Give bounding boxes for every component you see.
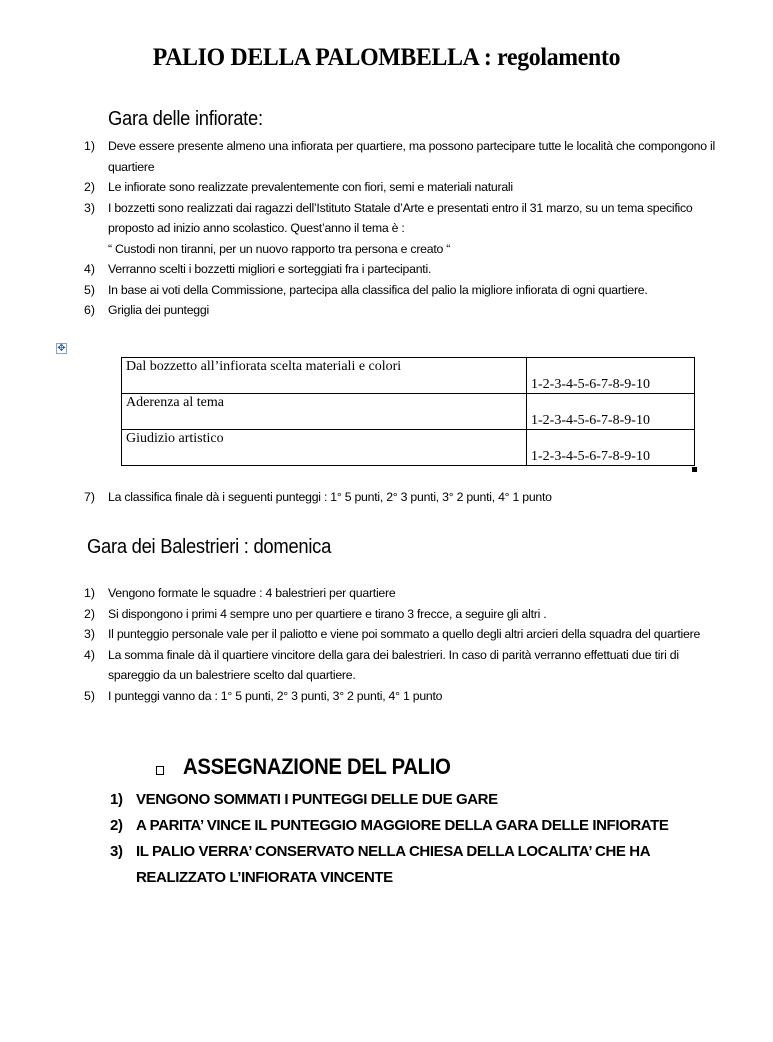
table-move-handle-icon[interactable]: ✥: [57, 343, 66, 354]
item-text: La somma finale dà il quartiere vincitore della gara dei balestrieri. In caso di parità verranno effettuati due tiri di spareggio da un balestriere scelto dal quartiere.: [108, 647, 679, 682]
assegnazione-rules-list: [110, 787, 690, 891]
list-item: [84, 487, 724, 508]
list-item: [84, 686, 724, 707]
infiorate-final-item: [84, 487, 724, 508]
item-text: I bozzetti sono realizzati dai ragazzi dell’Istituto Statale d’Arte e presentati entro il 31 marzo, su un tema specifico proposto ad inizio anno scolastico. Quest’anno il tema è :: [108, 200, 693, 235]
list-item: [84, 300, 724, 321]
item-text: VENGONO SOMMATI I PUNTEGGI DELLE DUE GARE: [136, 791, 498, 808]
criterion-cell: Dal bozzetto all’infiorata scelta materiali e colori: [122, 358, 527, 394]
item-text: A PARITA’ VINCE IL PUNTEGGIO MAGGIORE DELLA GARA DELLE INFIORATE: [136, 817, 669, 834]
section-heading-infiorate: Gara delle infiorate:: [108, 108, 263, 130]
scale-cell: 1-2-3-4-5-6-7-8-9-10: [527, 358, 695, 394]
item-number: 1): [84, 139, 95, 153]
table-row: [122, 430, 695, 466]
section-heading-assegnazione: ASSEGNAZIONE DEL PALIO: [183, 754, 451, 779]
item-number: 5): [84, 282, 95, 297]
list-item: [84, 645, 724, 686]
item-text: Verranno scelti i bozzetti migliori e sorteggiati fra i partecipanti.: [108, 262, 432, 276]
item-number: 6): [84, 303, 95, 317]
list-item: [84, 136, 724, 177]
item-number: 2): [110, 817, 123, 834]
balestrieri-rules-list: [84, 583, 724, 706]
list-item: [110, 787, 690, 813]
item-text: La classifica finale dà i seguenti punteggi : 1° 5 punti, 2° 3 punti, 3° 2 punti, 4° 1 punto: [108, 490, 552, 504]
item-text: In base ai voti della Commissione, partecipa alla classifica del palio la migliore infiorata di ogni quartiere.: [108, 282, 648, 297]
item-text: Griglia dei punteggi: [108, 303, 209, 317]
infiorate-rules-list: [84, 136, 724, 321]
item-number: 1): [110, 791, 123, 808]
item-number: 2): [84, 606, 95, 621]
item-text: Le infiorate sono realizzate prevalentemente con fiori, semi e materiali naturali: [108, 180, 513, 194]
list-item: [84, 280, 724, 301]
item-text: Si dispongono i primi 4 sempre uno per quartiere e tirano 3 frecce, a seguire gli altri .: [108, 606, 547, 621]
scale-cell: 1-2-3-4-5-6-7-8-9-10: [527, 394, 695, 430]
criterion-cell: Giudizio artistico: [122, 430, 527, 466]
list-item: [84, 624, 724, 645]
list-item: [110, 839, 690, 891]
item-number: 4): [84, 262, 95, 276]
item-text: IL PALIO VERRA’ CONSERVATO NELLA CHIESA DELLA LOCALITA’ CHE HA REALIZZATO L’INFIORATA VINCENTE: [136, 843, 650, 886]
item-text: I punteggi vanno da : 1° 5 punti, 2° 3 punti, 3° 2 punti, 4° 1 punto: [108, 688, 443, 703]
item-number: 3): [84, 627, 95, 641]
list-item: [84, 177, 724, 198]
item-number: 3): [84, 200, 95, 215]
list-item: [84, 259, 724, 280]
list-item: [84, 583, 724, 604]
list-item: [84, 604, 724, 625]
table-row: [122, 394, 695, 430]
item-text: Il punteggio personale vale per il paliotto e viene poi sommato a quello degli altri arcieri della squadra del quartiere: [108, 627, 701, 641]
document-title: PALIO DELLA PALOMBELLA : regolamento: [152, 44, 621, 71]
item-number: 3): [110, 843, 123, 860]
list-item: [110, 813, 690, 839]
item-text: Deve essere presente almeno una infiorata per quartiere, ma possono partecipare tutte le località che compongono il quartiere: [108, 139, 715, 174]
item-number: 7): [84, 490, 95, 504]
item-number: 5): [84, 688, 95, 703]
table-row: [122, 358, 695, 394]
item-number: 1): [84, 586, 95, 600]
score-table: [121, 357, 695, 466]
list-item: [84, 198, 724, 260]
item-text: Vengono formate le squadre : 4 balestrieri per quartiere: [108, 586, 396, 600]
scale-cell: 1-2-3-4-5-6-7-8-9-10: [527, 430, 695, 466]
table-resize-handle[interactable]: [692, 467, 697, 472]
item-number: 4): [84, 647, 95, 662]
section-heading-balestrieri: Gara dei Balestrieri : domenica: [87, 536, 332, 558]
item-number: 2): [84, 180, 95, 194]
criterion-cell: Aderenza al tema: [122, 394, 527, 430]
bullet-square-icon: [156, 766, 164, 775]
theme-quote: “ Custodi non tiranni, per un nuovo rapporto tra persona e creato “: [108, 241, 451, 256]
